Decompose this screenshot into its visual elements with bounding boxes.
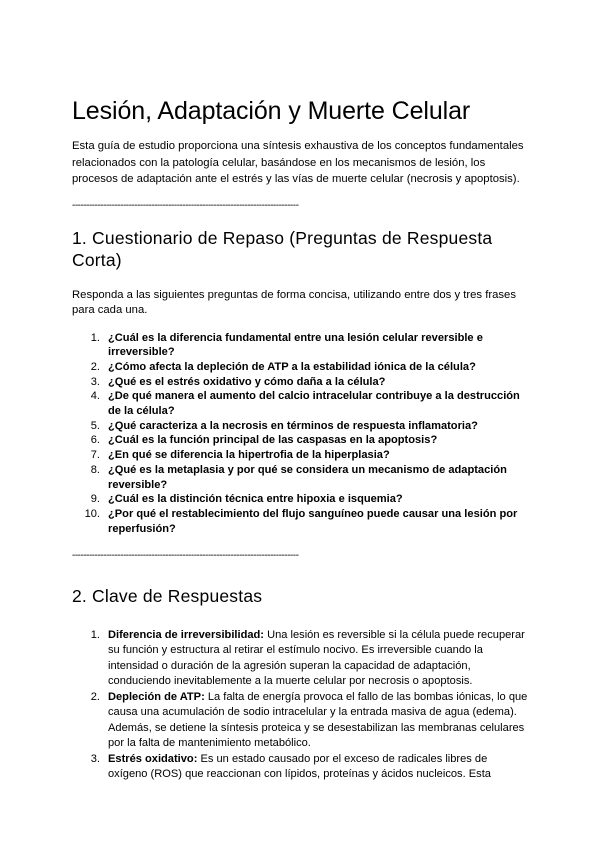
question-number: 4. [90, 390, 100, 403]
question-item [72, 492, 528, 507]
question-item [72, 331, 528, 360]
question-item [72, 463, 528, 492]
question-text: ¿Cuál es la función principal de las caspasas en la apoptosis? [108, 434, 438, 447]
question-text: ¿Cuál es la distinción técnica entre hipoxia e isquemia? [108, 493, 403, 506]
horizontal-rule: -------------------------------------------------------------------------------- [72, 550, 299, 562]
question-text: ¿Por qué el restablecimiento del flujo sanguíneo puede causar una lesión por reperfusión? [108, 507, 518, 535]
answer-term: Diferencia de irreversibilidad: [108, 628, 264, 641]
question-number: 6. [90, 434, 100, 447]
answer-item [72, 690, 528, 752]
question-number: 3. [90, 375, 100, 388]
answer-item [72, 628, 528, 690]
question-item [72, 433, 528, 448]
question-text: ¿Cómo afecta la depleción de ATP a la estabilidad iónica de la célula? [108, 360, 476, 373]
answer-term: Depleción de ATP: [108, 690, 205, 703]
question-item [72, 389, 528, 418]
horizontal-rule: -------------------------------------------------------------------------------- [72, 199, 299, 211]
question-text: ¿Qué es el estrés oxidativo y cómo daña a la célula? [108, 375, 386, 388]
answer-number: 1. [90, 628, 100, 641]
document-title: Lesión, Adaptación y Muerte Celular [72, 97, 471, 125]
question-number: 10. [84, 507, 100, 520]
intro-paragraph: Esta guía de estudio proporciona una síntesis exhaustiva de los conceptos fundamentales relacionados con la patología celular, basándose en los mecanismos de lesión, los procesos de adaptación ante el estrés y las vías de muerte celular (necrosis y apoptosis). [72, 140, 524, 185]
section-2-title: 2. Clave de Respuestas [72, 586, 263, 607]
section-1-lead: Responda a las siguientes preguntas de forma concisa, utilizando entre dos y tres frases para cada una. [72, 288, 516, 316]
answer-item [72, 752, 528, 783]
answer-number: 3. [90, 752, 100, 765]
question-number: 2. [90, 360, 100, 373]
answer-text: Una lesión es reversible si la célula puede recuperar su función y estructura al retirar el estímulo nocivo. Es irreversible cuando la intensidad o duración de la agresión superan la capacidad de adaptación, conduciendo inevitablemente a la muerte celular por necrosis o apoptosis. [108, 628, 525, 688]
question-text: ¿Qué es la metaplasia y por qué se considera un mecanismo de adaptación reversible? [108, 463, 507, 491]
question-item [72, 419, 528, 434]
answer-text: Es un estado causado por el exceso de radicales libres de oxígeno (ROS) que reaccionan con lípidos, proteínas y ácidos nucleicos. Esta [108, 752, 491, 781]
question-text: ¿De qué manera el aumento del calcio intracelular contribuye a la destrucción de la célula? [108, 390, 520, 418]
question-text: ¿En qué se diferencia la hipertrofia de la hiperplasia? [108, 449, 390, 462]
question-item [72, 375, 528, 390]
answer-text: La falta de energía provoca el fallo de las bombas iónicas, lo que causa una acumulación de sodio intracelular y la entrada masiva de agua (edema). Además, se detiene la síntesis proteica y se desestabilizan las membranas celulares por la falta de mantenimiento metabólico. [108, 690, 528, 750]
section-1-title: 1. Cuestionario de Repaso (Preguntas de Respuesta Corta) [72, 227, 493, 270]
question-text: ¿Qué caracteriza a la necrosis en términos de respuesta inflamatoria? [108, 419, 478, 432]
answer-number: 2. [90, 690, 100, 703]
question-number: 8. [90, 463, 100, 476]
question-item [72, 360, 528, 375]
question-text: ¿Cuál es la diferencia fundamental entre una lesión celular reversible e irreversible? [108, 331, 483, 359]
question-item [72, 507, 528, 536]
question-number: 5. [90, 419, 100, 432]
question-item [72, 448, 528, 463]
answer-term: Estrés oxidativo: [108, 752, 198, 765]
document-page [72, 96, 528, 783]
question-number: 1. [90, 331, 100, 344]
question-number: 9. [90, 493, 100, 506]
answers-list [72, 628, 528, 783]
questions-list [72, 331, 528, 537]
question-number: 7. [90, 449, 100, 462]
